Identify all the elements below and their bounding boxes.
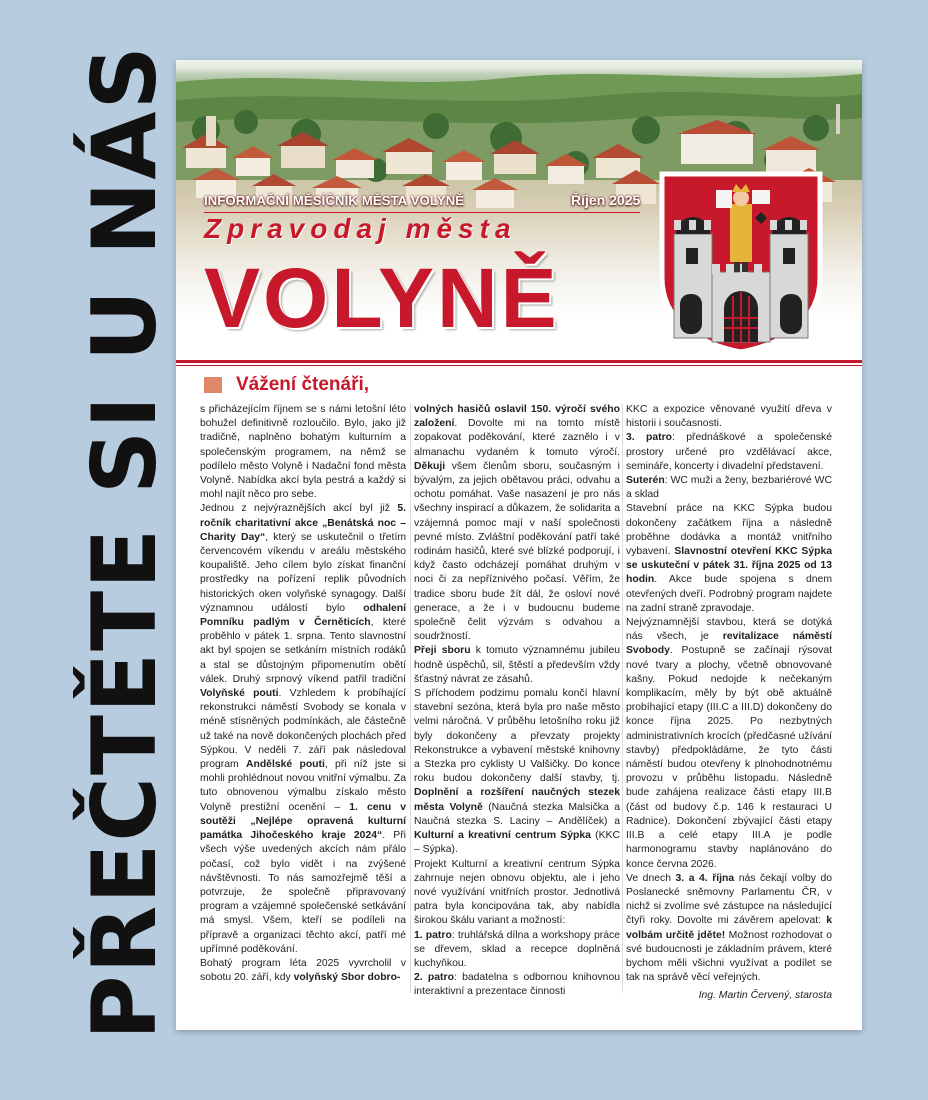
town-name: VOLYNĚ bbox=[204, 251, 560, 345]
paragraph: 3. patro: přednáškové a společenské prostory určené pro vzdělávací akce, semináře, koncerty i divadelní představení. bbox=[626, 432, 832, 472]
signature: Ing. Martin Červený, starosta bbox=[698, 990, 832, 1002]
masthead bbox=[176, 60, 862, 360]
issue-date: Říjen 2025 bbox=[571, 192, 641, 208]
kicker: INFORMAČNÍ MĚSÍČNÍK MĚSTA VOLYNĚ bbox=[204, 193, 465, 208]
paragraph: Suterén: WC muži a ženy, bezbariérové WC a sklad bbox=[626, 475, 832, 501]
paragraph: Přeji sboru k tomuto významnému jubileu hodně úspěchů, sil, štěstí a především vždy šťastný návrat ze zásahů. bbox=[414, 645, 621, 685]
newsletter-page bbox=[176, 60, 862, 1030]
side-title: PŘEČTĚTE SI U NÁS bbox=[73, 44, 176, 1040]
header-rule-thin bbox=[176, 365, 862, 366]
paragraph: S příchodem podzimu pomalu končí hlavní stavební sezóna, která byla pro naše město velmi náročná. V průběhu letošního roku již byly dokončeny a převzaty projekty Rekonstrukce a vybavení městské knihovny a Stezka pro cyklisty U Valšičky. Do konce roku budou dokončeny další stavby, tj. Doplnění a rozšíření naučných stezek města Volyně (Naučná stezka Malsička a Naučná stezka S. Laciny – Andělíček) a Kulturní a kreativní centrum Sýpka (KKC – Sýpka). bbox=[414, 688, 620, 856]
paragraph: Nejvýznamnější stavbou, která se dotýká nás všech, je revitalizace náměstí Svobody. Postupně se začínají rýsovat nové tvary a plochy, včetně obnovované kašny. Pokud nedojde k nečekaným komplikacím, měly by být obě aktuálně probíhající etapy (III.C a III.D) dokončeny do konce října 2025. Po nezbytných administrativních krocích (předčasné užívání stavby) předpokládáme, že tyto části náměstí budou otevřeny k plnohodnotnému provozu v průběhu listopadu. Následně bude zahájena realizace části etapy III.B (část od budovy č.p. 146 k restauraci U Radnice). Dokončení zbývající části etapy III.B a celé etapy III.A je podle harmonogramu stavby naplánováno do konce června 2026. bbox=[626, 617, 832, 870]
paragraph: KKC a expozice věnované využití dřeva v historii i současnosti. bbox=[626, 404, 832, 430]
paragraph: Jednou z nejvýraznějších akcí byl již 5. ročník charitativní akce „Benátská noc – Charity Day“, který se uskutečnil o třetím červencovém víkendu v areálu městského koupaliště. Jeho cílem bylo získat finanční prostředky na pořízení replik původních historických oken volyňské synagogy. Další významnou událostí bylo odhalení Pomníku padlým v Černěticích, které proběhlo v pátek 1. srpna. Tento slavnostní akt byl spojen se setkáním místních rodáků a stal se důstojným připomenutím obětí válek. Druhý srpnový víkend patřil tradiční Volyňské pouti. Vzhledem k probíhající rekonstrukci náměstí Svobody se konala v méně stísněných podmínkách, ale částečně už také na nově dokončených plochách před Sýpkou. V neděli 7. září pak následoval program Andělské pouti, při níž jste si mohli prohlédnout novou vnitřní výmalbu. Za tuto obnovenou výmalbu získalo město Volyně prestižní ocenění – 1. cenu v soutěži „Nejlépe opravená kulturní památka Jihočeského kraje 2024“. Při všech výše uvedených akcích nám přálo počasí, což bylo vidět i na zvýšené návštěvnosti. To nás samozřejmě těší a potvrzuje, že společně připravovaný program a vzájemné společenské setkávání má smysl. Všem, kteří se podíleli na přípravě a organizaci těchto akcí, patří mé upřímné poděkování. bbox=[200, 503, 406, 955]
paragraph: s přicházejícím říjnem se s námi letošní léto bohužel definitivně rozloučilo. Bylo, jako již tradičně, naplněno bohatým kulturním a společenským programem, na němž se podílelo město Volyně i Nadační fond města Volyně. Nabídka akcí byla pestrá a každý si mohl najít něco pro sebe. bbox=[200, 404, 406, 501]
column-divider bbox=[622, 403, 623, 993]
town-crest-icon bbox=[656, 168, 826, 354]
article-column-3 bbox=[626, 403, 832, 1004]
paragraph: 1. patro: truhlářská dílna a workshopy práce se dřevem, sklad a recepce doplněná kuchyňkou. bbox=[414, 929, 620, 969]
paragraph: Stavební práce na KKC Sýpka budou dokončeny začátkem října a následně proběhne dodávka a montáž vnitřního vybavení. Slavnostní otevření KKC Sýpka se uskuteční v pátek 31. října 2025 od 13 hodin. Akce bude spojena s dnem otevřených dveří. Podrobný program najdete na zadní straně zpravodaje. bbox=[626, 503, 832, 614]
column-divider bbox=[410, 403, 411, 993]
paragraph: Projekt Kulturní a kreativní centrum Sýpka zahrnuje nejen obnovu objektu, ale i jeho nové využívání vnitřních prostor. Jednotlivá patra byla koncipována tak, aby nabídla širokou škálu variant a možností: bbox=[414, 858, 620, 927]
paragraph: Bohatý program léta 2025 vyvrcholil v sobotu 20. září, kdy volyňský Sbor dobro- bbox=[200, 957, 406, 984]
greeting bbox=[204, 373, 369, 397]
article-column-2 bbox=[414, 403, 620, 1000]
greeting-text: Vážení čtenáři, bbox=[236, 374, 370, 395]
header-rule bbox=[176, 360, 862, 363]
paragraph: volných hasičů oslavil 150. výročí svého založení. Dovolte mi na tomto místě zopakovat poděkování, které zaznělo i v almanachu vydaném k tomuto výročí. Děkuji všem členům sboru, současným i bývalým, za jejich obětavou práci, odvahu a ochotu pomáhat. Vaše nasazení je pro nás všechny inspirací a důkazem, že solidarita a vzájemná pomoc mají v naší společnosti pevné místo. Zvláštní poděkování patří také rodinám hasičů, které své blízké podporují, i když často odcházejí pomáhat druhým v noci či za nepříznivého počasí. Věřím, že tradice sboru bude žít dál, že osloví nové generace, a že i v budoucnu budeme společně čelit výzvám s odvahou a soudržností. bbox=[414, 404, 620, 643]
greeting-square-icon bbox=[204, 377, 222, 393]
paragraph: 2. patro: badatelna s odbornou knihovnou interaktivní a prezentace činnosti bbox=[414, 972, 621, 998]
paragraph: Ve dnech 3. a 4. října nás čekají volby do Poslanecké sněmovny Parlamentu ČR, v nichž si zvolíme své zástupce na následující čtyři roky. Dovolte mi závěrem apelovat: k volbám určitě jděte! Možnost rozhodovat o své budoucnosti je základním právem, které bychom měli všichni využívat a podílet se tak na správě věcí veřejných. bbox=[626, 872, 832, 984]
paper-title: Zpravodaj města bbox=[204, 213, 517, 244]
article-column-1 bbox=[200, 403, 406, 985]
